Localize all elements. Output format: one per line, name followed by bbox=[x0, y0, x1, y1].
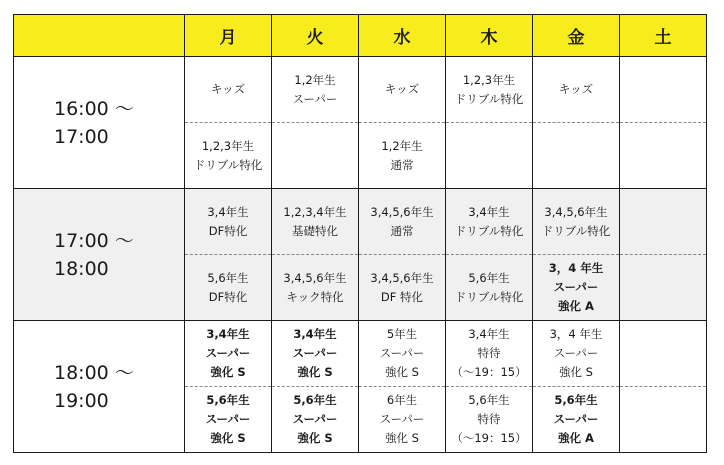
class-cell bbox=[446, 189, 533, 255]
time-start: 17:00 ～ bbox=[54, 229, 134, 252]
class-line: 強化 S bbox=[297, 431, 333, 445]
class-line: 1,2,3,4年生 bbox=[283, 204, 347, 219]
class-line: 5年生 bbox=[386, 327, 418, 341]
class-cell bbox=[533, 57, 620, 123]
class-line: 強化 S bbox=[559, 365, 593, 379]
class-cell bbox=[359, 123, 446, 189]
time-end: 19:00 bbox=[54, 389, 109, 412]
class-line: 特待 bbox=[477, 346, 501, 360]
class-cell bbox=[620, 123, 707, 189]
class-line: 強化 S bbox=[385, 431, 419, 445]
time-start: 18:00 ～ bbox=[54, 361, 134, 384]
class-cell bbox=[446, 387, 533, 453]
class-cell bbox=[185, 387, 272, 453]
time-slot-label bbox=[14, 321, 185, 453]
class-line: 5,6年生 bbox=[206, 393, 250, 407]
day-header-thu: 木 bbox=[446, 15, 533, 57]
time-end: 18:00 bbox=[54, 257, 109, 280]
class-line: 強化 A bbox=[558, 431, 594, 445]
class-line: ドリブル特化 bbox=[454, 223, 524, 238]
class-line: スーパー bbox=[292, 412, 338, 426]
class-line: キッズ bbox=[558, 82, 594, 96]
class-line: 強化 A bbox=[558, 299, 594, 313]
class-cell bbox=[272, 321, 359, 387]
class-cell bbox=[533, 387, 620, 453]
class-cell bbox=[359, 189, 446, 255]
class-line: 3,4年生 bbox=[468, 204, 510, 219]
class-line: 6年生 bbox=[386, 393, 418, 407]
schedule-row bbox=[14, 57, 707, 123]
class-cell bbox=[185, 57, 272, 123]
class-cell bbox=[446, 57, 533, 123]
schedule-body bbox=[14, 57, 707, 453]
class-cell bbox=[533, 123, 620, 189]
class-line: 通常 bbox=[390, 223, 414, 238]
class-line: 3,4,5,6年生 bbox=[370, 204, 434, 219]
class-line: 1,2,3年生 bbox=[201, 138, 255, 153]
time-end: 17:00 bbox=[54, 125, 109, 148]
class-line: ドリブル特化 bbox=[454, 91, 524, 106]
class-cell bbox=[620, 57, 707, 123]
class-cell bbox=[359, 255, 446, 321]
class-line: 通常 bbox=[390, 157, 414, 172]
class-cell bbox=[359, 57, 446, 123]
class-line: スーパー bbox=[553, 280, 599, 294]
class-line: スーパー bbox=[292, 91, 338, 106]
class-line: ドリブル特化 bbox=[454, 289, 524, 304]
class-line: 3，4 年生 bbox=[549, 327, 603, 341]
class-cell bbox=[620, 255, 707, 321]
day-header-tue: 火 bbox=[272, 15, 359, 57]
class-cell bbox=[533, 321, 620, 387]
class-cell bbox=[185, 321, 272, 387]
class-line: スーパー bbox=[553, 412, 599, 426]
class-cell bbox=[533, 189, 620, 255]
class-line: 5,6年生 bbox=[293, 393, 337, 407]
class-line: DF特化 bbox=[208, 289, 248, 304]
time-slot-label bbox=[14, 189, 185, 321]
day-header-row bbox=[14, 15, 707, 57]
class-line: 3,4年生 bbox=[207, 204, 249, 219]
class-cell bbox=[272, 255, 359, 321]
class-line: 5,6年生 bbox=[554, 393, 598, 407]
class-line: 強化 S bbox=[210, 365, 246, 379]
class-cell bbox=[620, 321, 707, 387]
class-cell bbox=[359, 387, 446, 453]
class-line: DF 特化 bbox=[380, 289, 424, 304]
class-line: スーパー bbox=[205, 412, 251, 426]
class-line: スーパー bbox=[379, 412, 425, 426]
class-line: 1,2,3年生 bbox=[462, 72, 516, 87]
class-cell bbox=[272, 387, 359, 453]
class-line: 1,2年生 bbox=[381, 138, 423, 153]
class-line: （～19：15） bbox=[451, 365, 527, 379]
time-start: 16:00 ～ bbox=[54, 97, 134, 120]
schedule-row bbox=[14, 189, 707, 255]
class-line: ドリブル特化 bbox=[193, 157, 263, 172]
day-header-mon: 月 bbox=[185, 15, 272, 57]
class-line: 5,6年生 bbox=[207, 270, 249, 285]
class-line: 3,4年生 bbox=[206, 327, 250, 341]
class-line: 5,6年生 bbox=[468, 270, 510, 285]
class-cell bbox=[620, 387, 707, 453]
class-line: 強化 S bbox=[385, 365, 419, 379]
class-cell bbox=[446, 255, 533, 321]
class-cell bbox=[446, 321, 533, 387]
time-slot-label bbox=[14, 57, 185, 189]
class-line: 3,4年生 bbox=[468, 327, 510, 341]
class-cell bbox=[185, 255, 272, 321]
class-line: 3,4,5,6年生 bbox=[370, 270, 434, 285]
class-line: 1,2年生 bbox=[294, 72, 336, 87]
day-header-fri: 金 bbox=[533, 15, 620, 57]
class-line: スーパー bbox=[553, 346, 599, 360]
class-line: 3，4 年生 bbox=[548, 261, 604, 275]
class-line: 特待 bbox=[477, 412, 501, 426]
class-cell bbox=[185, 189, 272, 255]
class-cell bbox=[446, 123, 533, 189]
class-line: DF特化 bbox=[208, 223, 248, 238]
weekly-schedule-table bbox=[13, 14, 707, 453]
class-line: 3,4,5,6年生 bbox=[283, 270, 347, 285]
class-line: ドリブル特化 bbox=[541, 223, 611, 238]
class-line: キッズ bbox=[384, 82, 420, 96]
class-line: キック特化 bbox=[286, 289, 344, 304]
class-line: 基礎特化 bbox=[292, 223, 338, 238]
day-header-wed: 水 bbox=[359, 15, 446, 57]
schedule-row bbox=[14, 321, 707, 387]
class-line: （～19：15） bbox=[451, 431, 527, 445]
class-cell bbox=[272, 189, 359, 255]
class-line: キッズ bbox=[210, 82, 246, 96]
class-line: 3,4年生 bbox=[293, 327, 337, 341]
class-line: 強化 S bbox=[210, 431, 246, 445]
header-corner bbox=[14, 15, 185, 57]
class-cell bbox=[359, 321, 446, 387]
class-line: スーパー bbox=[205, 346, 251, 360]
class-cell bbox=[533, 255, 620, 321]
day-header-sat: 土 bbox=[620, 15, 707, 57]
class-line: 強化 S bbox=[297, 365, 333, 379]
class-line: スーパー bbox=[379, 346, 425, 360]
class-line: 3,4,5,6年生 bbox=[544, 204, 608, 219]
class-line: スーパー bbox=[292, 346, 338, 360]
class-cell bbox=[185, 123, 272, 189]
class-cell bbox=[620, 189, 707, 255]
class-line: 5,6年生 bbox=[468, 393, 510, 407]
class-cell bbox=[272, 123, 359, 189]
class-cell bbox=[272, 57, 359, 123]
